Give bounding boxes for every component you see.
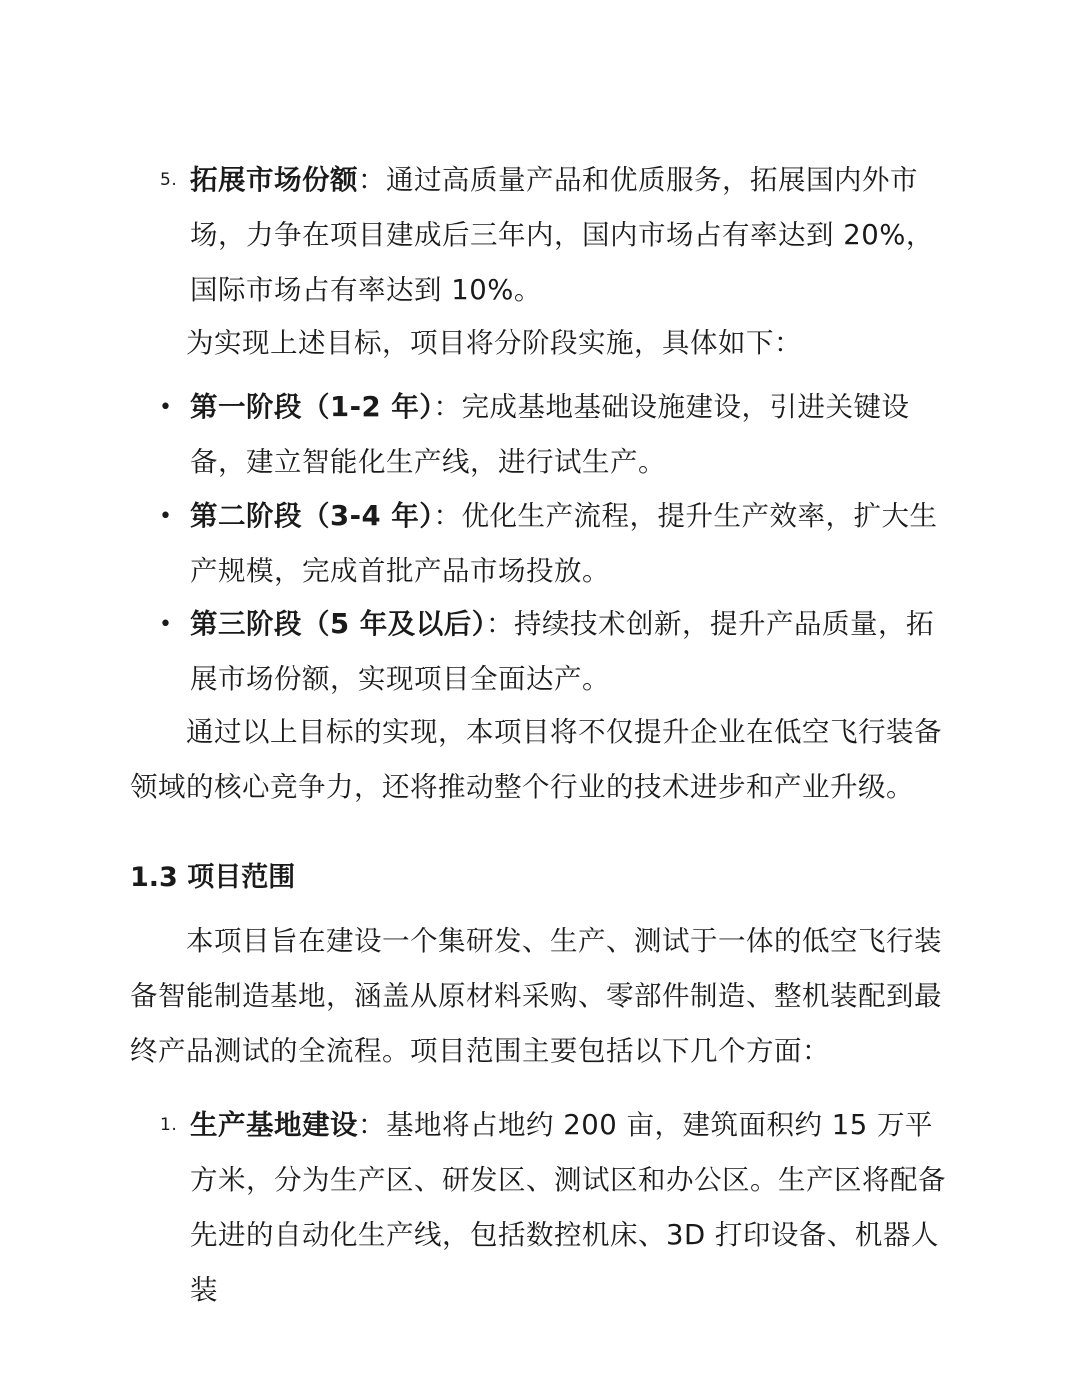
phase-text: ：完成基地基础设施建设，引进关键设备，建立智能化生产线，进行试生产。: [190, 391, 910, 478]
phase-text: ：优化生产流程，提升生产效率，扩大生产规模，完成首批产品市场投放。: [190, 500, 938, 587]
goal-title: 拓展市场份额: [190, 164, 358, 196]
phase-title: 第一阶段（1-2 年）: [190, 391, 434, 423]
goal-text: ：通过高质量产品和优质服务，拓展国内外市场，力争在项目建成后三年内，国内市场占有率达到 20%，国际市场占有率达到 10%。: [190, 164, 934, 306]
section-heading: 1.3 项目范围: [130, 862, 296, 893]
bullet-icon: •: [159, 612, 173, 637]
phase-item-2: [159, 489, 950, 599]
phase-item-3: [159, 597, 950, 707]
bullet-icon: •: [159, 395, 173, 420]
scope-title: 生产基地建设: [190, 1109, 358, 1141]
phase-title: 第三阶段（5 年及以后）: [190, 608, 486, 640]
bullet-icon: •: [159, 504, 173, 529]
section-paragraph: 本项目旨在建设一个集研发、生产、测试于一体的低空飞行装备智能制造基地，涵盖从原材料采购、零部件制造、整机装配到最终产品测试的全流程。项目范围主要包括以下几个方面：: [130, 925, 942, 1067]
scope-text: ：基地将占地约 200 亩，建筑面积约 15 万平方米，分为生产区、研发区、测试区和办公区。生产区将配备先进的自动化生产线，包括数控机床、3D 打印设备、机器人装: [190, 1109, 946, 1306]
list-number: 1.: [160, 1115, 178, 1135]
goal-item-5: [160, 153, 950, 318]
phase-text: ：持续技术创新，提升产品质量，拓展市场份额，实现项目全面达产。: [190, 608, 934, 695]
phase-title: 第二阶段（3-4 年）: [190, 500, 434, 532]
intro-text: 为实现上述目标，项目将分阶段实施，具体如下：: [186, 327, 802, 359]
scope-item-1: [160, 1098, 950, 1318]
summary-paragraph: 通过以上目标的实现，本项目将不仅提升企业在低空飞行装备领域的核心竞争力，还将推动整个行业的技术进步和产业升级。: [130, 716, 942, 803]
phase-item-1: [159, 380, 950, 490]
list-number: 5.: [160, 170, 178, 190]
